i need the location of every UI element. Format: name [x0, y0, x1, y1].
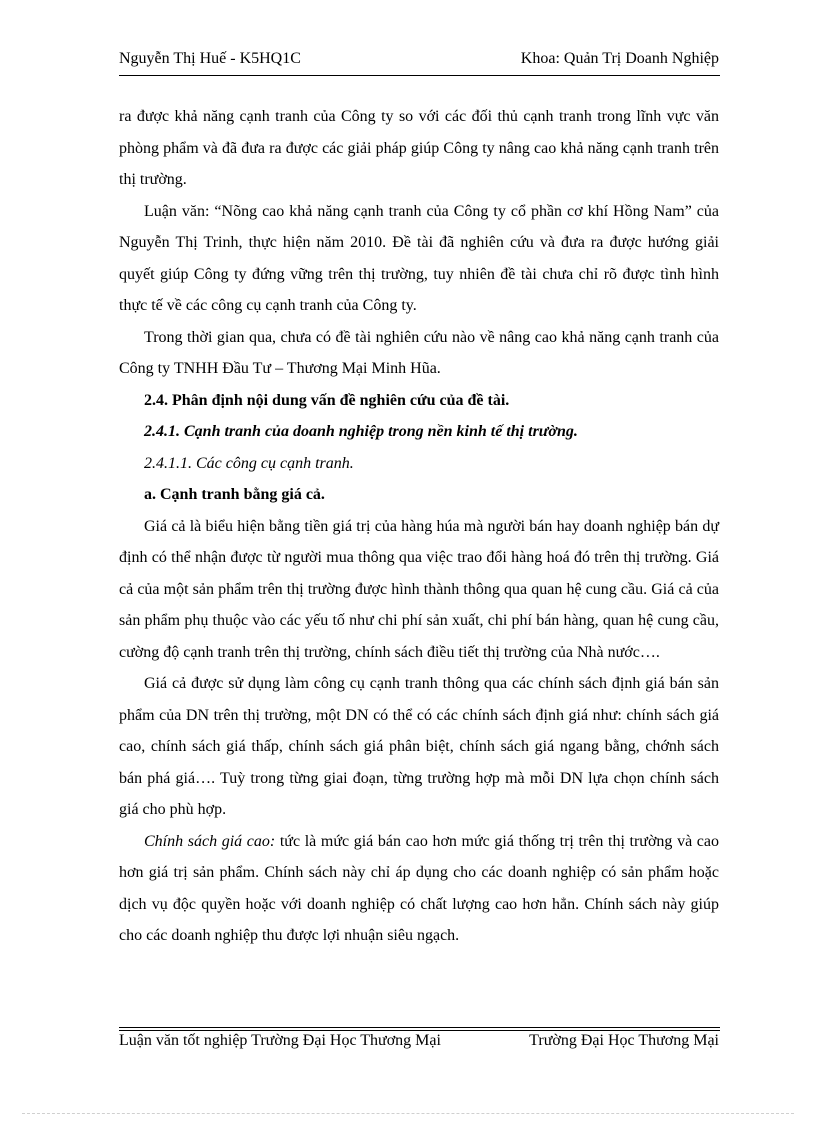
- footer-right: Trường Đại Học Thương Mại: [529, 1032, 719, 1049]
- paragraph-price-definition: Giá cả là biểu hiện bằng tiền giá trị của hàng húa mà người bán hay doanh nghiệp bán dự định có thể nhận được từ người mua thông qua việc trao đổi hàng hoá đó trên thị trường. Giá cả của một sản phẩm trên thị trường được hình thành thông qua quan hệ cung cầu. Giá cả của sản phẩm phụ thuộc vào các yếu tố như chi phí sản xuất, chi phí bán hàng, quan hệ cung cầu, cường độ cạnh tranh trên thị trường, chính sách điều tiết thị trường của Nhà nước….: [119, 517, 719, 661]
- page-header: [119, 50, 719, 68]
- footer-divider-top: [119, 1027, 720, 1028]
- section-heading-2-4-1-1: 2.4.1.1. Các công cụ cạnh tranh.: [144, 454, 354, 472]
- header-faculty: Khoa: Quản Trị Doanh Nghiệp: [520, 50, 719, 67]
- paragraph-continuation: ra được khả năng cạnh tranh của Công ty so với các đối thủ cạnh tranh trong lĩnh vực văn phòng phẩm và đã đưa ra được các giải pháp giúp Công ty nâng cao khả năng cạnh tranh trên thị trường.: [119, 108, 719, 188]
- section-heading-2-4-1: 2.4.1. Cạnh tranh của doanh nghiệp trong nền kinh tế thị trường.: [144, 423, 578, 440]
- subheading-price-competition: a. Cạnh tranh bằng giá cả.: [144, 486, 325, 503]
- paragraph-thesis-reference: Luận văn: “Nõng cao khả năng cạnh tranh của Công ty cổ phần cơ khí Hồng Nam” của Nguyễn Thị Trinh, thực hiện năm 2010. Đề tài đã nghiên cứu và đưa ra được hướng giải quyết giúp Công ty đứng vững trên thị trường, tuy nhiên đề tài chưa chỉ rõ được tình hình thực tế về các công cụ cạnh tranh của Công ty.: [119, 202, 719, 314]
- footer-divider-bottom: [119, 1030, 720, 1031]
- section-heading-2-4: 2.4. Phân định nội dung vấn đề nghiên cứu của đề tài.: [144, 391, 510, 409]
- paragraph-pricing-policies: Giá cả được sử dụng làm công cụ cạnh tranh thông qua các chính sách định giá bán sản phẩm của DN trên thị trường, một DN có thể có các chính sách định giá như: chính sách giá cao, chính sách giá thấp, chính sách giá phân biệt, chính sách giá ngang bằng, chớnh sách bán phá giá…. Tuỳ trong từng giai đoạn, từng trường hợp mà mỗi DN lựa chọn chính sách giá cho phù hợp.: [119, 675, 719, 818]
- paragraph-high-price-policy: [119, 826, 719, 952]
- term-high-price-policy: Chính sách giá cao:: [144, 832, 276, 850]
- high-price-policy-text: tức là mức giá bán cao hơn mức giá thống trị trên thị trường và cao hơn giá trị sản phẩm. Chính sách này chỉ áp dụng cho các doanh nghiệp có sản phẩm hoặc dịch vụ độc quyền hoặc với doanh nghiệp có chất lượng cao hơn hẳn. Chính sách này giúp cho các doanh nghiệp thu được lợi nhuận siêu ngạch.: [119, 832, 720, 944]
- document-body: [119, 101, 719, 952]
- header-divider: [119, 75, 720, 76]
- header-author: Nguyễn Thị Huế - K5HQ1C: [119, 50, 301, 67]
- page-footer: [119, 1032, 719, 1050]
- footer-left: Luận văn tốt nghiệp Trường Đại Học Thương Mại: [119, 1032, 441, 1049]
- paragraph-research-gap: Trong thời gian qua, chưa có đề tài nghiên cứu nào về nâng cao khả năng cạnh tranh của Công ty TNHH Đầu Tư – Thương Mại Minh Hũa.: [119, 328, 719, 377]
- page-boundary: [22, 1113, 794, 1114]
